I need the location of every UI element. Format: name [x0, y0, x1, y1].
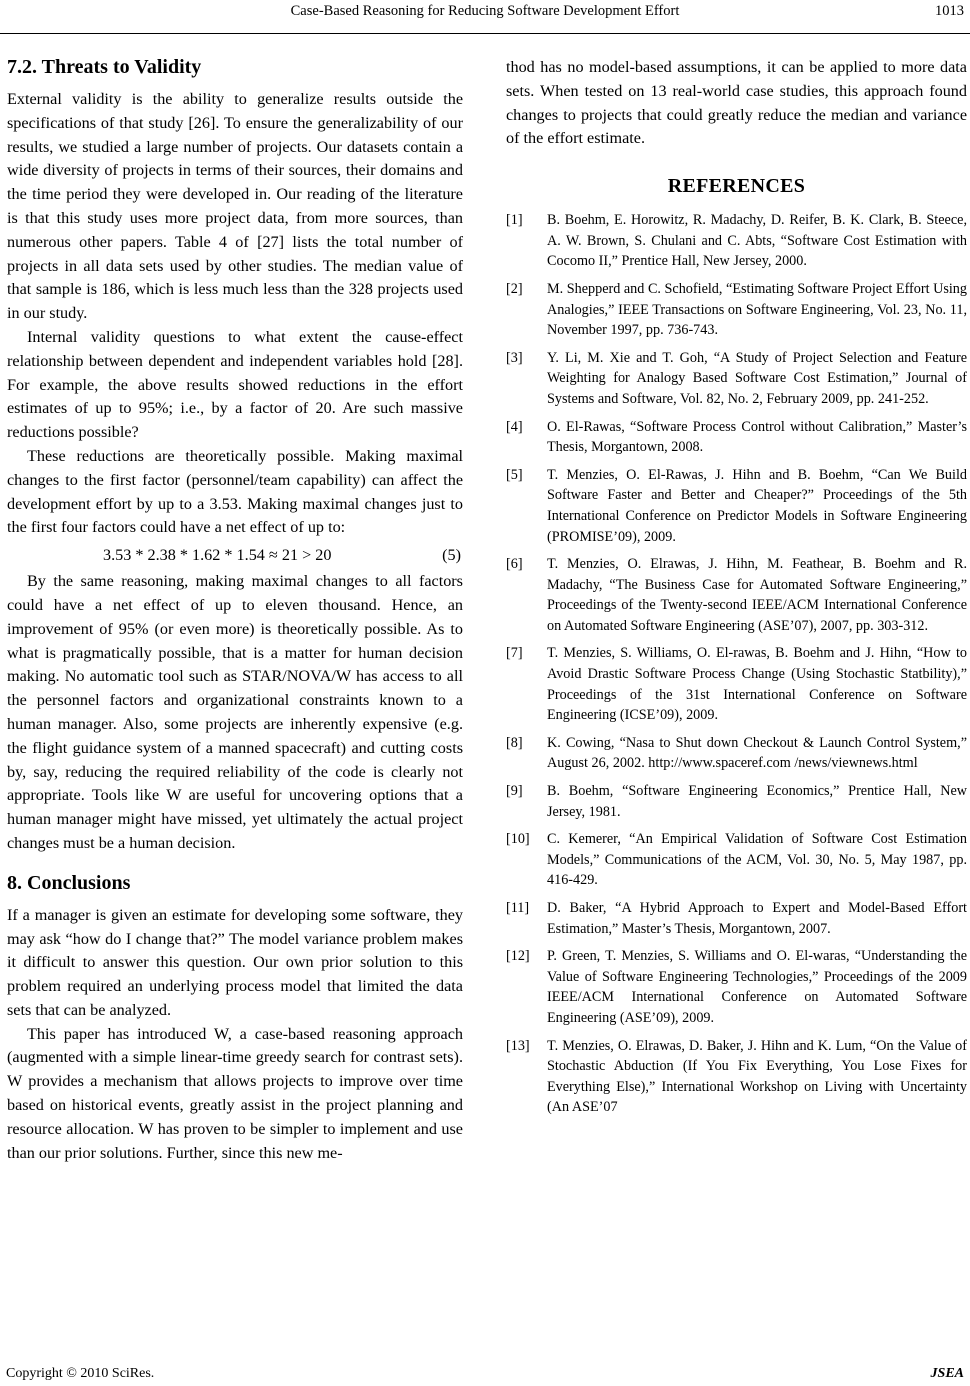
section-heading-threats: 7.2. Threats to Validity [7, 56, 202, 78]
reference-number: [12] [506, 948, 530, 965]
reference-text: T. Menzies, O. Elrawas, J. Hihn, M. Feathear, B. Boehm and R. Madachy, “The Business Case for Automated Software Engineering,” Proceedings of the Twenty-second IEEE/ACM International Conference on Automated Software Engineering (ASE’07), 2007, pp. 303-312. [547, 556, 967, 634]
reference-text: Y. Li, M. Xie and T. Goh, “A Study of Project Selection and Feature Weighting for Analogy Based Software Cost Estimation,” Journal of Systems and Software, Vol. 82, No. 2, February 2009, pp. 241-252. [547, 349, 967, 407]
left-column [7, 48, 463, 1165]
references-heading: REFERENCES [667, 175, 806, 198]
reference-text: K. Cowing, “Nasa to Shut down Checkout & Launch Control System,” August 26, 2002. http://www.spaceref.com /news/viewnews.html [547, 734, 967, 772]
section-heading-conclusions: 8. Conclusions [7, 871, 131, 894]
page-header [0, 0, 970, 34]
paragraph-same-reasoning: By the same reasoning, making maximal changes to all factors could have a net effect of up to eleven thousand. Hence, an improvement of 95% (or even more) is theoretically possible. As to what is pragmatically possible, that is a matter for human decision making. No automatic tool such as STAR/NOVA/W has access to all the personnel factors and organizational constraints known to a human manager. Also, some projects are inherently expensive (e.g. the flight guidance system of a manned spacecraft) and cutting costs by, say, reducing the required reliability of the code is clearly not appropriate. Tools like W are useful for uncovering options that a human manager might have missed, yet ultimately the actual project changes must be a human decision. [7, 572, 463, 852]
reference-number: [2] [506, 280, 523, 297]
reference-text: C. Kemerer, “An Empirical Validation of Software Cost Estimation Models,” Communications of the ACM, Vol. 30, No. 5, May 1987, pp. 416-429. [547, 831, 967, 889]
reference-item [506, 898, 967, 939]
journal-abbreviation: JSEA [930, 1366, 964, 1381]
reference-item [506, 554, 967, 636]
reference-item [506, 210, 967, 272]
reference-number: [5] [506, 466, 523, 483]
reference-number: [3] [506, 349, 523, 366]
reference-text: T. Menzies, O. Elrawas, D. Baker, J. Hihn and K. Lum, “On the Value of Stochastic Abduction (If You Fix Everything, You Lose Fixes for Everything Else),” International Workshop on Living with Uncertainty (An ASE’07 [547, 1037, 967, 1116]
reference-number: [4] [506, 418, 523, 435]
equation-expression: 3.53 * 2.38 * 1.62 * 1.54 ≈ 21 > 20 [103, 546, 332, 565]
reference-text: M. Shepperd and C. Schofield, “Estimating Software Project Effort Using Analogies,” IEEE Transactions on Software Engineering, Vol. 23, No. 11, November 1997, pp. 736-743. [547, 280, 967, 339]
page-number: 1013 [935, 3, 964, 19]
reference-number: [10] [506, 831, 530, 848]
reference-number: [7] [506, 645, 523, 662]
reference-number: [13] [506, 1037, 530, 1054]
reference-text: O. El-Rawas, “Software Process Control without Calibration,” Master’s Thesis, Morgantown, 2008. [547, 418, 967, 456]
reference-item [506, 465, 967, 547]
equation-number: (5) [442, 546, 461, 565]
page-footer [0, 1366, 970, 1386]
reference-text: B. Boehm, “Software Engineering Economics,” Prentice Hall, New Jersey, 1981. [547, 783, 967, 820]
reference-item [506, 733, 967, 774]
reference-item [506, 946, 967, 1028]
paragraph-reductions: These reductions are theoretically possible. Making maximal changes to the first factor (personnel/team capability) can affect the development effort by up to a 3.53. Making maximal changes just to the first four factors could have a net effect of up to: [7, 446, 463, 537]
reference-number: [11] [506, 900, 530, 916]
references-list [506, 210, 967, 1118]
equation-5 [7, 542, 463, 568]
paragraph-continued: thod has no model-based assumptions, it can be applied to more data sets. When tested on 13 real-world case studies, this approach found changes to projects that could greatly reduce the median and variance of the effort estimate. [506, 58, 967, 148]
paragraph-this-paper: This paper has introduced W, a case-based reasoning approach (augmented with a simple linear-time greedy search for contrast sets). W provides a mechanism that allows projects to improve over time based on historical events, greatly assist in the project planning and resource allocation. W has proven to be simpler to implement and use than our prior solutions. Further, since this new me- [7, 1024, 463, 1162]
right-column [506, 48, 967, 1125]
reference-number: [6] [506, 556, 523, 573]
running-title: Case-Based Reasoning for Reducing Software Development Effort [290, 3, 680, 19]
reference-text: T. Menzies, S. Williams, O. El-rawas, B. Boehm and J. Hihn, “How to Avoid Drastic Software Process Change (Using Stochastic Statbility),” Proceedings of the 31st International Conference on Software Engineering (ICSE’09), 2009. [547, 645, 967, 724]
reference-item [506, 1036, 967, 1118]
paragraph-external-validity: External validity is the ability to generalize results outside the specifications of that study [26]. To ensure the generalizability of our results, we studied a large number of projects. Our datasets contain a wide diversity of projects in terms of their sources, their domains and the time period they were developed in. Our reading of the literature is that this study uses more project data, from more sources, than numerous other papers. Table 4 of [27] lists the total number of projects in all data sets used by other studies. The median value of that sample is 186, which is less much less than the 328 projects used in our study. [7, 90, 463, 323]
reference-item [506, 348, 967, 410]
reference-number: [8] [506, 734, 523, 751]
reference-text: P. Green, T. Menzies, S. Williams and O. El-waras, “Understanding the Value of Software Engineering Technologies,” Proceedings of the 2009 IEEE/ACM International Conference on Automated Software Engineering (ASE’09), 2009. [547, 948, 967, 1026]
reference-item [506, 781, 967, 822]
copyright-notice: Copyright © 2010 SciRes. [6, 1366, 155, 1381]
reference-text: T. Menzies, O. El-Rawas, J. Hihn and B. Boehm, “Can We Build Software Faster and Better and Cheaper?” Proceedings of the 5th International Conference on Predictor Models in Software Engineering (PROMISE’09), 2009. [547, 466, 967, 545]
paragraph-manager: If a manager is given an estimate for developing some software, they may ask “how do I change that?” The model variance problem makes it difficult to answer this question. Our own prior solution to this problem required an underlying process model that limited the data sets that can be analyzed. [7, 905, 463, 1019]
reference-text: D. Baker, “A Hybrid Approach to Expert and Model-Based Effort Estimation,” Master’s Thesis, Morgantown, 2007. [547, 900, 967, 937]
reference-number: [1] [506, 212, 523, 229]
paragraph-internal-validity: Internal validity questions to what extent the cause-effect relationship between dependent and independent variables hold [28]. For example, the above results showed reductions in the effort estimates of up to 95%; i.e., by a factor of 20. Are such massive reductions possible? [7, 327, 463, 442]
reference-number: [9] [506, 783, 523, 800]
reference-text: B. Boehm, E. Horowitz, R. Madachy, D. Reifer, B. K. Clark, B. Steece, A. W. Brown, S. Chulani and C. Abts, “Software Cost Estimation with Cocomo II,” Prentice Hall, New Jersey, 2000. [547, 212, 967, 270]
reference-item [506, 417, 967, 458]
reference-item [506, 829, 967, 891]
reference-item [506, 279, 967, 341]
reference-item [506, 643, 967, 725]
